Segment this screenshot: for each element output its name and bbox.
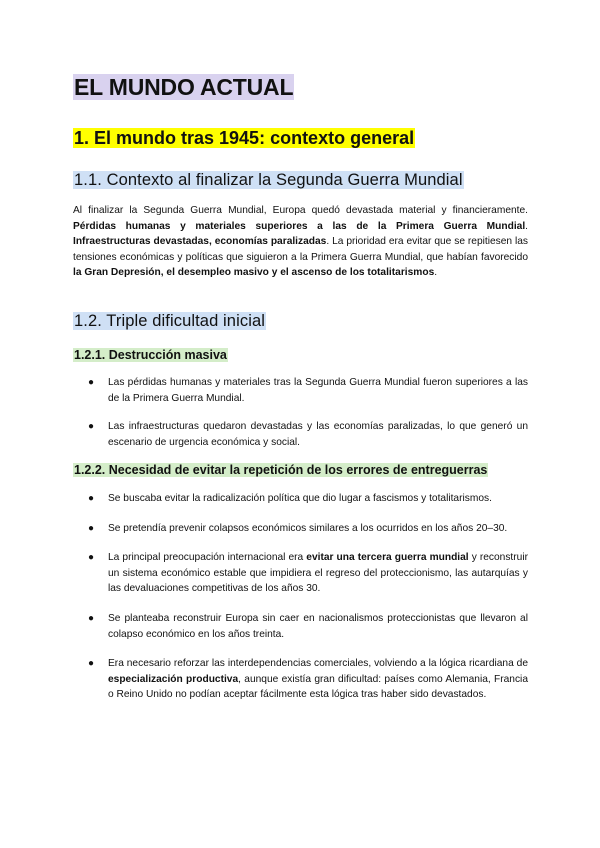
- list-item: [73, 419, 528, 450]
- list-item-text: La principal preocupación internacional era: [108, 552, 307, 564]
- paragraph-bold-text: la Gran Depresión, el desempleo masivo y el ascenso de los totalitarismos: [73, 267, 435, 279]
- section-1-1-paragraph: [73, 203, 528, 281]
- list-item-text: Se pretendía prevenir colapsos económicos similares a los ocurridos en los años 20–30.: [108, 522, 508, 534]
- paragraph-text: .: [434, 267, 438, 279]
- paragraph-bold-text: Pérdidas humanas y materiales superiores a las de la Primera Guerra Mundial: [73, 220, 526, 232]
- document-title-text: EL MUNDO ACTUAL: [74, 74, 294, 100]
- bullet-icon: ●: [88, 658, 95, 670]
- paragraph-text: . La prioridad era evitar que se repitiesen las tensiones económicas y políticas que siguieron a la Primera Guerra Mundial, que habían favorecido: [73, 236, 528, 263]
- list-item-bold-text: especialización productiva: [108, 673, 239, 685]
- section-1-2-2-heading: [73, 461, 488, 479]
- bullet-icon: ●: [88, 612, 95, 624]
- bullet-icon: ●: [88, 493, 95, 504]
- list-item: [73, 521, 528, 537]
- list-item: [73, 656, 528, 703]
- list-item-text: Las pérdidas humanas y materiales tras la Segunda Guerra Mundial fueron superiores a las de la Primera Guerra Mundial.: [108, 377, 528, 404]
- section-1-2-2-heading-text: 1.2.2. Necesidad de evitar la repetición de los errores de entreguerras: [74, 463, 488, 477]
- list-item-text: Se planteaba reconstruir Europa sin caer en nacionalismos proteccionistas que llevaron al colapso económico en los años treinta.: [108, 612, 528, 640]
- section-1-2-heading: [73, 310, 266, 332]
- list-item-bold-text: evitar una tercera guerra mundial: [306, 552, 469, 564]
- section-1-2-heading-text: 1.2. Triple dificultad inicial: [74, 312, 266, 330]
- list-item-text: Se buscaba evitar la radicalización política que dio lugar a fascismos y totalitarismos.: [108, 493, 492, 504]
- list-item-text: y reconstruir un sistema económico estable que impidiera el regreso del proteccionismo, las autarquías y las devaluaciones competitivas de los años 30.: [108, 552, 528, 595]
- paragraph-text: Al finalizar la Segunda Guerra Mundial, Europa quedó devastada material y financieramente.: [73, 205, 528, 216]
- bullet-icon: ●: [88, 552, 95, 564]
- section-1-2-1-heading-text: 1.2.1. Destrucción masiva: [74, 348, 227, 362]
- document-title: [73, 72, 294, 102]
- list-item-text: Las infraestructuras quedaron devastadas y las economías paralizadas, lo que generó un escenario de urgencia económica y social.: [108, 421, 528, 448]
- list-item: [73, 491, 528, 507]
- bullet-icon: ●: [88, 421, 95, 433]
- paragraph-text: .: [525, 220, 528, 232]
- list-item: [73, 550, 528, 597]
- section-1-2-1-list: [73, 375, 528, 450]
- paragraph-bold-text: Infraestructuras devastadas, economías paralizadas: [73, 236, 327, 248]
- section-1-heading-text: 1. El mundo tras 1945: contexto general: [74, 128, 415, 148]
- section-1-2-2-list: [73, 491, 528, 703]
- bullet-icon: ●: [88, 377, 95, 388]
- section-1-2-1-heading: [73, 346, 228, 364]
- list-item: [73, 611, 528, 642]
- bullet-icon: ●: [88, 522, 95, 534]
- list-item: [73, 375, 528, 406]
- section-1-heading: [73, 126, 415, 150]
- list-item-text: Era necesario reforzar las interdependencias comerciales, volviendo a la lógica ricardiana de: [108, 658, 528, 670]
- section-1-1-heading-text: 1.1. Contexto al finalizar la Segunda Guerra Mundial: [74, 171, 463, 189]
- section-1-1-heading: [73, 169, 464, 191]
- list-item-text: , aunque existía gran dificultad: países como Alemania, Francia o Reino Unido no podían aceptar fácilmente esta lógica tras haber sido devastados.: [108, 673, 528, 701]
